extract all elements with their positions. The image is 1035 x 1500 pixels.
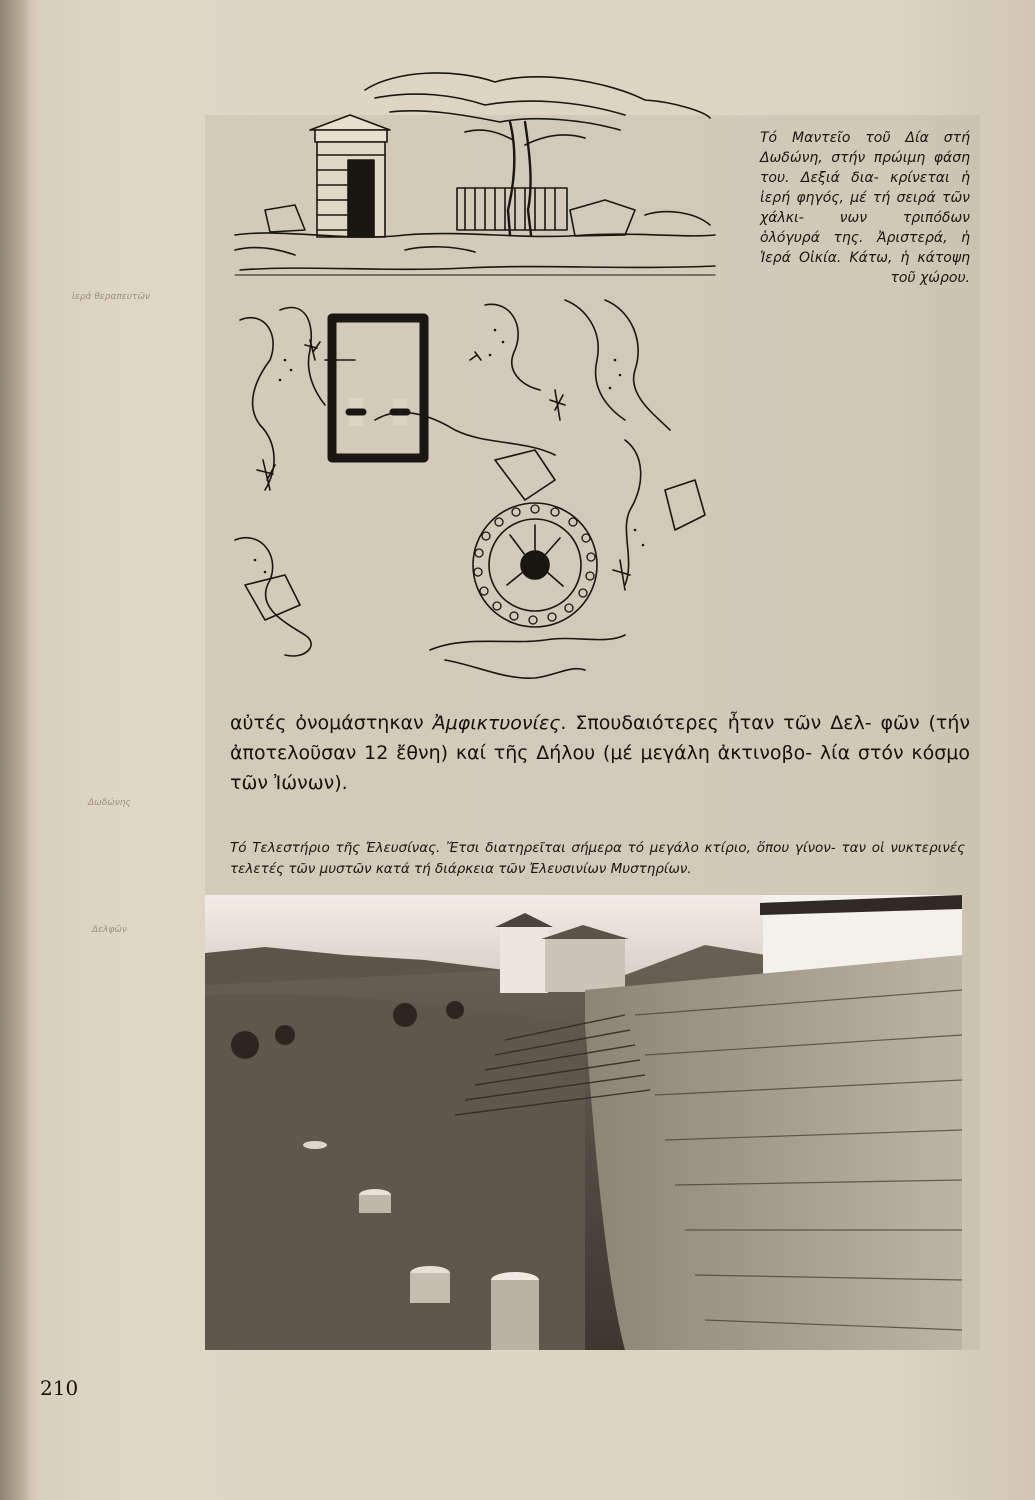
margin-note: Δωδώνης <box>88 798 131 808</box>
body-text-start: αὐτές ὀνομάστηκαν <box>230 712 433 734</box>
page-gutter-shadow <box>0 0 30 1500</box>
dodona-illustration <box>225 60 730 700</box>
eleusis-photo <box>205 895 962 1350</box>
amphictyonies-term: Ἀμφικτυονίες <box>432 712 561 734</box>
dodona-drawing <box>225 60 730 700</box>
body-text-end: . Σπουδαιότερες ἦταν τῶν Δελ- φῶν (τήν ἀποτελοῦσαν 12 ἔθνη) καί τῆς Δήλου (μέ μεγάλη ἀκτινοβο- λία στόν κόσμο τῶν Ἰώνων). <box>230 712 970 794</box>
page-number: 210 <box>40 1376 79 1400</box>
dodona-caption: Τό Μαντεῖο τοῦ Δία στή Δωδώνη, στήν πρώιμη φάση του. Δεξιά δια- κρίνεται ἡ ἱερή φηγός, μέ τή σειρά τῶν χάλκι- νων τριπόδων ὁλόγυρά της. Ἀριστερά, ἡ Ἱερά Οἰκία. Κάτω, ἡ κάτοψη τοῦ χώρου. <box>760 130 970 286</box>
margin-note: ἱερά θεραπευτῶν <box>72 292 150 302</box>
margin-note: Δελφῶν <box>92 925 127 935</box>
eleusis-caption: Τό Τελεστήριο τῆς Ἐλευσίνας. Ἔτσι διατηρεῖται σήμερα τό μεγάλο κτίριο, ὅπου γίνον- ταν οἱ νυκτερινές τελετές τῶν μυστῶν κατά τή διάρκεια τῶν Ἐλευσινίων Μυστηρίων. <box>230 840 965 877</box>
telesterion-photograph <box>205 895 962 1350</box>
body-paragraph <box>230 708 970 798</box>
